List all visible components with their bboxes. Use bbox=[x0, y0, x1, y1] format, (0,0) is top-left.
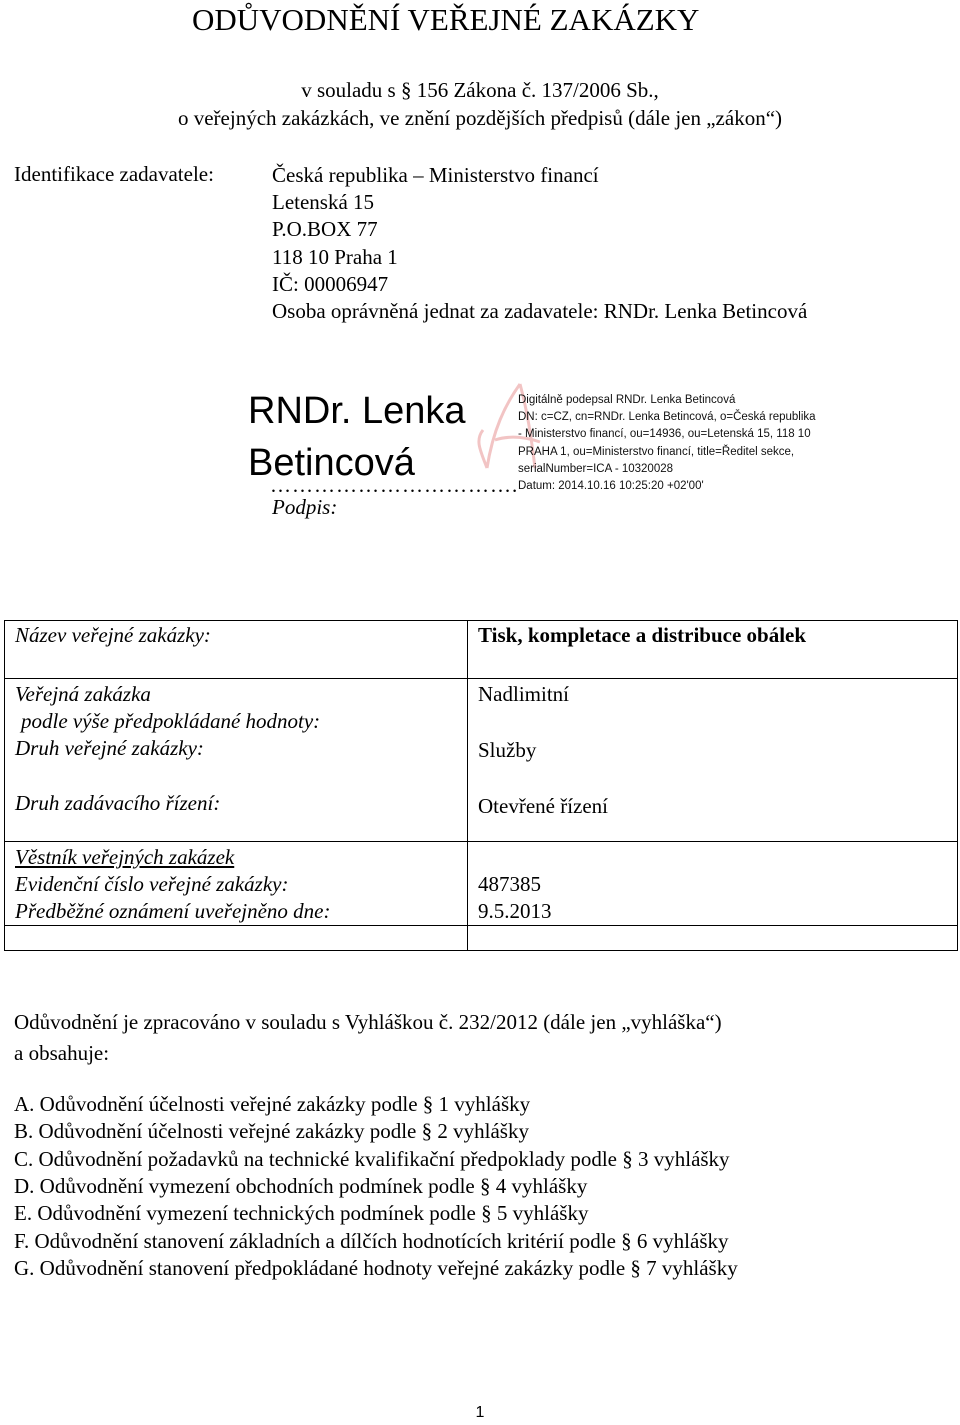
signature-detail-line: Digitálně podepsal RNDr. Lenka Betincová bbox=[518, 394, 736, 406]
contract-name-value: Tisk, kompletace a distribuce obálek bbox=[468, 621, 958, 679]
contents-item-a: A. Odůvodnění účelnosti veřejné zakázky podle § 1 vyhlášky bbox=[14, 1092, 531, 1116]
authority-line: Osoba oprávněná jednat za zadavatele: RNDr. Lenka Betincová bbox=[272, 299, 808, 324]
signature-detail-line: Datum: 2014.10.16 10:25:20 +02'00' bbox=[518, 480, 704, 493]
size-label-1: Veřejná zakázka bbox=[15, 682, 151, 706]
contents-item-f: F. Odůvodnění stanovení základních a dílčích hodnotících kritérií podle § 6 vyhlášky bbox=[14, 1229, 729, 1253]
document-title: ODŮVODNĚNÍ VEŘEJNÉ ZAKÁZKY bbox=[192, 2, 700, 37]
type-label: Druh veřejné zakázky: bbox=[15, 736, 204, 760]
contracting-authority-label: Identifikace zadavatele: bbox=[14, 162, 214, 186]
procedure-label: Druh zadávacího řízení: bbox=[15, 791, 221, 815]
contract-meta-labels bbox=[5, 679, 468, 842]
contents-item-e: E. Odůvodnění vymezení technických podmínek podle § 5 vyhlášky bbox=[14, 1201, 589, 1225]
authority-line: 118 10 Praha 1 bbox=[272, 244, 398, 269]
contract-meta-values bbox=[468, 679, 958, 842]
legal-basis-line-1: v souladu s § 156 Zákona č. 137/2006 Sb., bbox=[301, 78, 659, 102]
procedure-value: Otevřené řízení bbox=[478, 794, 609, 818]
authority-line: Česká republika – Ministerstvo financí bbox=[272, 163, 599, 187]
signature-name-line-1: RNDr. Lenka bbox=[248, 390, 466, 432]
evidence-label: Evidenční číslo veřejné zakázky: bbox=[15, 872, 289, 896]
contents-item-b: B. Odůvodnění účelnosti veřejné zakázky podle § 2 vyhlášky bbox=[14, 1119, 529, 1143]
authority-line: IČ: 00006947 bbox=[272, 271, 389, 296]
prior-notice-label: Předběžné oznámení uveřejněno dne: bbox=[15, 899, 331, 923]
signature-dots: ……………………………. bbox=[270, 473, 519, 497]
size-value: Nadlimitní bbox=[478, 682, 569, 706]
intro-line-2: a obsahuje: bbox=[14, 1041, 110, 1065]
signature-name-line-2: Betincová bbox=[248, 442, 415, 484]
authority-line: P.O.BOX 77 bbox=[272, 217, 378, 242]
signature-label: Podpis: bbox=[272, 495, 338, 519]
signature-detail-line: - Ministerstvo financí, ou=14936, ou=Letenská 15, 118 10 bbox=[518, 428, 811, 441]
contents-item-c: C. Odůvodnění požadavků na technické kvalifikační předpoklady podle § 3 vyhlášky bbox=[14, 1147, 730, 1171]
legal-basis-line-2: o veřejných zakázkách, ve znění pozdějších předpisů (dále jen „zákon“) bbox=[177, 106, 783, 130]
page-number: 1 bbox=[475, 1404, 485, 1421]
signature-detail-line: serialNumber=ICA - 10320028 bbox=[518, 462, 674, 475]
contract-info-table bbox=[4, 620, 958, 951]
evidence-value: 487385 bbox=[478, 872, 541, 896]
contract-name-label: Název veřejné zakázky: bbox=[5, 621, 468, 679]
prior-notice-value: 9.5.2013 bbox=[478, 899, 552, 923]
table-row bbox=[5, 621, 958, 679]
table-row bbox=[5, 842, 958, 926]
intro-line-1: Odůvodnění je zpracováno v souladu s Vyhláškou č. 232/2012 (dále jen „vyhláška“) bbox=[14, 1010, 722, 1034]
table-row bbox=[5, 926, 958, 951]
empty-cell bbox=[5, 926, 468, 951]
contents-item-d: D. Odůvodnění vymezení obchodních podmínek podle § 4 vyhlášky bbox=[14, 1174, 588, 1198]
signature-detail-line: PRAHA 1, ou=Ministerstvo financí, title=Ředitel sekce, bbox=[518, 445, 795, 458]
signature-detail-line: DN: c=CZ, cn=RNDr. Lenka Betincová, o=Česká republika bbox=[518, 411, 816, 424]
table-row bbox=[5, 679, 958, 842]
size-label-2: podle výše předpokládané hodnoty: bbox=[21, 709, 321, 733]
type-value: Služby bbox=[478, 738, 537, 762]
journal-label: Věstník veřejných zakázek bbox=[15, 845, 235, 869]
signature-details bbox=[518, 392, 816, 495]
authority-line: Letenská 15 bbox=[272, 190, 375, 215]
contracting-authority-block bbox=[272, 162, 807, 325]
contents-item-g: G. Odůvodnění stanovení předpokládané hodnoty veřejné zakázky podle § 7 vyhlášky bbox=[14, 1256, 738, 1280]
journal-values bbox=[468, 842, 958, 926]
empty-cell bbox=[468, 926, 958, 951]
journal-labels bbox=[5, 842, 468, 926]
